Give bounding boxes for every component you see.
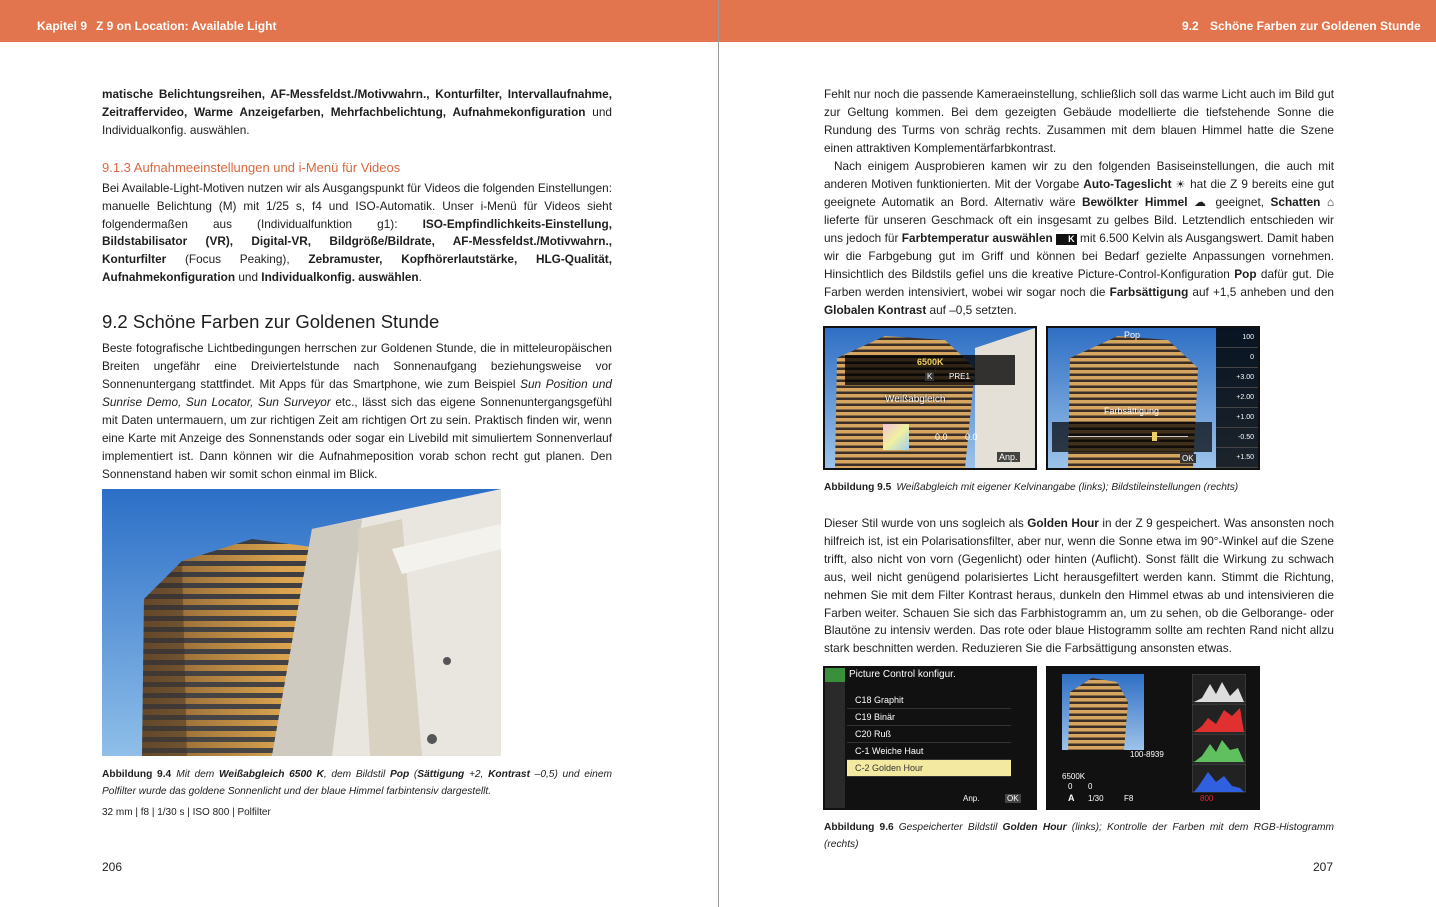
wb-b-value: 0.0 xyxy=(965,432,978,442)
hist-wb: 6500K xyxy=(1062,772,1086,781)
polfilter-paragraph: Dieser Stil wurde von uns sogleich als Golden Hour in der Z 9 gespeichert. Was ansonsten noch hilfreich ist, ist ein Polarisationsfilter, aber nur, wenn die Sonne etwa im 90°-Winkel auf die Szene trifft, also nicht von vorn (Gegenlicht) oder hinten (Auflicht). Sonst fällt die Wirkung zu schwach aus, weil nicht genügend polarisiertes Licht herausgefiltert werden kann. Stimmt die Richtung, nehmen Sie mit dem Filter Kontrast heraus, dunkeln den Himmel etwas ab und intensivieren die Farben weiter. Schauen Sie sich das Farbhistogramm an, um zu sehen, ob die Gelborange- oder Blautöne zu intensiv werden. Das rote oder blaue Histogramm sollte am rechten Rand nicht allzu stark beschnitten werden. Reduzieren Sie die Farbsättigung ansonsten etwas. xyxy=(824,516,1335,656)
section-number: 9.2 xyxy=(1182,19,1199,33)
left-running-header xyxy=(0,0,718,42)
right-page xyxy=(719,0,1436,907)
wb-a-value: 0.0 xyxy=(935,432,948,442)
right-text-column-top xyxy=(824,86,1334,320)
pc-param-value[interactable]: +2.00 xyxy=(1216,388,1258,408)
figure-94-caption: Abbildung 9.4 Mit dem Weißabgleich 6500 K, dem Bildstil Pop (Sättigung +2, Kontrast –0,5) und einem Polfilter wurde das goldene Sonnenlicht und der blaue Himmel farbintensiv dargestellt. 32 mm | f8 | 1/30 s | ISO 800 | Polfilter xyxy=(102,766,612,822)
section-heading: 9.2 Schöne Farben zur Goldenen Stunde xyxy=(102,311,440,333)
subsection-heading: 9.1.3 Aufnahmeeinstellungen und i-Menü für Videos xyxy=(102,159,401,175)
cloud-icon: ☁ xyxy=(1194,195,1210,210)
wb-title: Weißabgleich xyxy=(885,394,946,405)
intro-paragraph: matische Belichtungsreihen, AF-Messfeldst./Motivwahrn., Konturfilter, Intervallaufnahme, Zeitraffervideo, Warme Anzeigefarben, Mehrfachbelichtung, Aufnahmekonfiguration und Individualkonfig. auswählen. xyxy=(102,87,612,137)
histogram-screen xyxy=(1046,666,1260,810)
wb-screen xyxy=(823,326,1037,470)
building-photo xyxy=(102,489,501,756)
wb-mode-k[interactable]: K xyxy=(927,372,933,381)
right-running-header xyxy=(719,0,1436,42)
wb-adjust-button[interactable]: Anp. xyxy=(999,452,1018,462)
chapter-label: Kapitel 9 xyxy=(37,19,88,33)
hist-mode: A xyxy=(1068,793,1075,803)
hist-aperture: F8 xyxy=(1124,794,1134,803)
menu-item[interactable]: C19 Binär xyxy=(847,709,1011,726)
wb-kelvin-value: 6500K xyxy=(917,357,944,367)
page-number-left: 206 xyxy=(102,860,123,874)
right-text-column-bottom xyxy=(824,515,1334,658)
camera-tab-icon[interactable] xyxy=(825,668,845,682)
pc-screen xyxy=(1046,326,1260,470)
figure-96-caption: Abbildung 9.6 Gespeicherter Bildstil Golden Hour (links); Kontrolle der Farben mit dem RGB-Histogramm (rechts) xyxy=(824,822,1334,850)
hist-a: 0 xyxy=(1068,782,1073,791)
pc-param-value[interactable]: 0 xyxy=(1216,348,1258,368)
section-title: Schöne Farben zur Goldenen Stunde xyxy=(1210,19,1421,33)
picture-control-menu xyxy=(823,666,1037,810)
shade-icon: ⌂ xyxy=(1326,195,1335,210)
pc-style-title: Pop xyxy=(1124,330,1141,340)
base-settings-paragraph: Nach einigem Ausprobieren kamen wir zu den folgenden Basiseinstellungen, die auch mit anderen Motiven funktionierten. Mit der Vorgabe Auto-Tageslicht ☀ hat die Z 9 bereits eine gut geeignete Automatik an Bord. Alternativ wäre Bewölkter Himmel ☁ geeignet, Schatten ⌂ lieferte für unseren Geschmack oft ein insgesamt zu gelbes Bild. Letztendlich entschieden wir uns jedoch für Farbtemperatur auswählen K mit 6.500 Kelvin als Ausgangswert. Damit haben wir die Farbgebung gut im Griff und können bei Bedarf gezielte Anpassungen vornehmen. Hinsichtlich des Bildstils gefiel uns die kreative Picture-Control-Konfiguration Pop dafür gut. Die Farben werden intensiviert, wobei wir sogar noch die Farbsättigung auf +1,5 anheben und den Globalen Kontrast auf –0,5 setzten. xyxy=(824,158,1335,317)
menu-item[interactable]: C-1 Weiche Haut xyxy=(847,743,1011,760)
page-number-right: 207 xyxy=(1313,860,1334,874)
video-settings-paragraph: Bei Available-Light-Motiven nutzen wir als Ausgangspunkt für Videos die folgenden Einstellungen: manuelle Belichtung (M) mit 1/25 s, f4 und ISO-Automatik. Unser i-Menü für Videos sieht folgendermaßen aus (Individualfunktion g1): ISO-Empfindlichkeits-Einstellung, Bildstabilisator (VR), Digital-VR, Bildgröße/Bildrate, AF-Messfeldst./Motivwahrn., Konturfilter (Focus Peaking), Zebramuster, Kopfhörerlautstärke, HLG-Qualität, Aufnahmekonfiguration und Individualkonfig. auswählen. xyxy=(102,180,612,285)
pc-slider[interactable] xyxy=(1052,422,1212,452)
wb-color-grid[interactable] xyxy=(883,424,909,450)
menu-item[interactable]: C-2 Golden Hour xyxy=(847,760,1011,777)
menu-ok-button[interactable]: OK xyxy=(1007,794,1019,803)
wb-preset[interactable]: PRE1 xyxy=(949,372,970,381)
menu-item[interactable]: C20 Ruß xyxy=(847,726,1011,743)
pc-param-value[interactable]: +3.00 xyxy=(1216,368,1258,388)
pc-param-value[interactable]: -0.50 xyxy=(1216,428,1258,448)
pc-ok-button[interactable]: OK xyxy=(1182,454,1194,463)
menu-sidebar xyxy=(825,668,845,808)
hist-shutter: 1/30 xyxy=(1088,794,1104,803)
pc-param-value[interactable]: 100 xyxy=(1216,328,1258,348)
pc-slider-handle[interactable] xyxy=(1152,432,1157,441)
rgb-histograms xyxy=(1192,674,1246,794)
hist-b: 0 xyxy=(1088,782,1093,791)
pc-param-value[interactable]: +1.00 xyxy=(1216,408,1258,428)
figure-95-caption: Abbildung 9.5 Weißabgleich mit eigener Kelvinangabe (links); Bildstileinstellungen (rechts) xyxy=(824,482,1239,493)
camera-settings-paragraph: Fehlt nur noch die passende Kameraeinstellung, schließlich soll das warme Licht auch im Bild gut zur Geltung kommen. Bei dem gezeigten Gebäude modellierte die tiefstehende Sonne die Rundung des Turms von schräg rechts. Zusammen mit dem blauen Himmel hatte die Szene einen attraktiven Komplementärfarbkontrast. xyxy=(824,87,1334,155)
pc-saturation-label: Farbsättigung xyxy=(1104,406,1160,416)
histogram-thumbnail xyxy=(1062,674,1144,750)
left-text-column xyxy=(102,86,612,483)
pc-value-column xyxy=(1216,328,1258,468)
frame-counter: 100-8939 xyxy=(1130,750,1164,759)
menu-adjust-button[interactable]: Anp. xyxy=(963,794,980,803)
kelvin-icon: K xyxy=(1056,234,1077,245)
golden-hour-paragraph: Beste fotografische Lichtbedingungen herrschen zur Goldenen Stunde, die in mitteleuropäischen Breiten ungefähr eine Dreiviertelstunde nach Sonnenaufgang beziehungsweise vor Sonnenuntergang stattfindet. Mit Apps für das Smartphone, wie zum Beispiel Sun Position und Sunrise Demo, Sun Locator, Sun Surveyor etc., lässt sich das eigene Sonnenuntergangsgefühl mit Daten untermauern, um zur richtigen Zeit am richtigen Ort zu sein. Praktisch finden wir, wenn eine Karte mit Anzeige des Sonnenstands oder sogar ein Livebild mit simuliertem Sonnenverlauf implementiert ist. Dann können wir die Aufnahmeposition vorab schon recht gut planen. Den Sonnenstand haben wir somit schon einmal im Blick. xyxy=(102,341,613,481)
hist-iso: 800 xyxy=(1200,794,1214,803)
sun-auto-icon: ☀ xyxy=(1175,178,1187,191)
exif-line: 32 mm | f8 | 1/30 s | ISO 800 | Polfilter xyxy=(102,807,271,818)
pc-param-value[interactable]: +1.50 xyxy=(1216,448,1258,468)
menu-item[interactable]: C18 Graphit xyxy=(847,692,1011,709)
menu-title: Picture Control konfigur. xyxy=(849,669,956,680)
chapter-title: Z 9 on Location: Available Light xyxy=(96,19,277,33)
